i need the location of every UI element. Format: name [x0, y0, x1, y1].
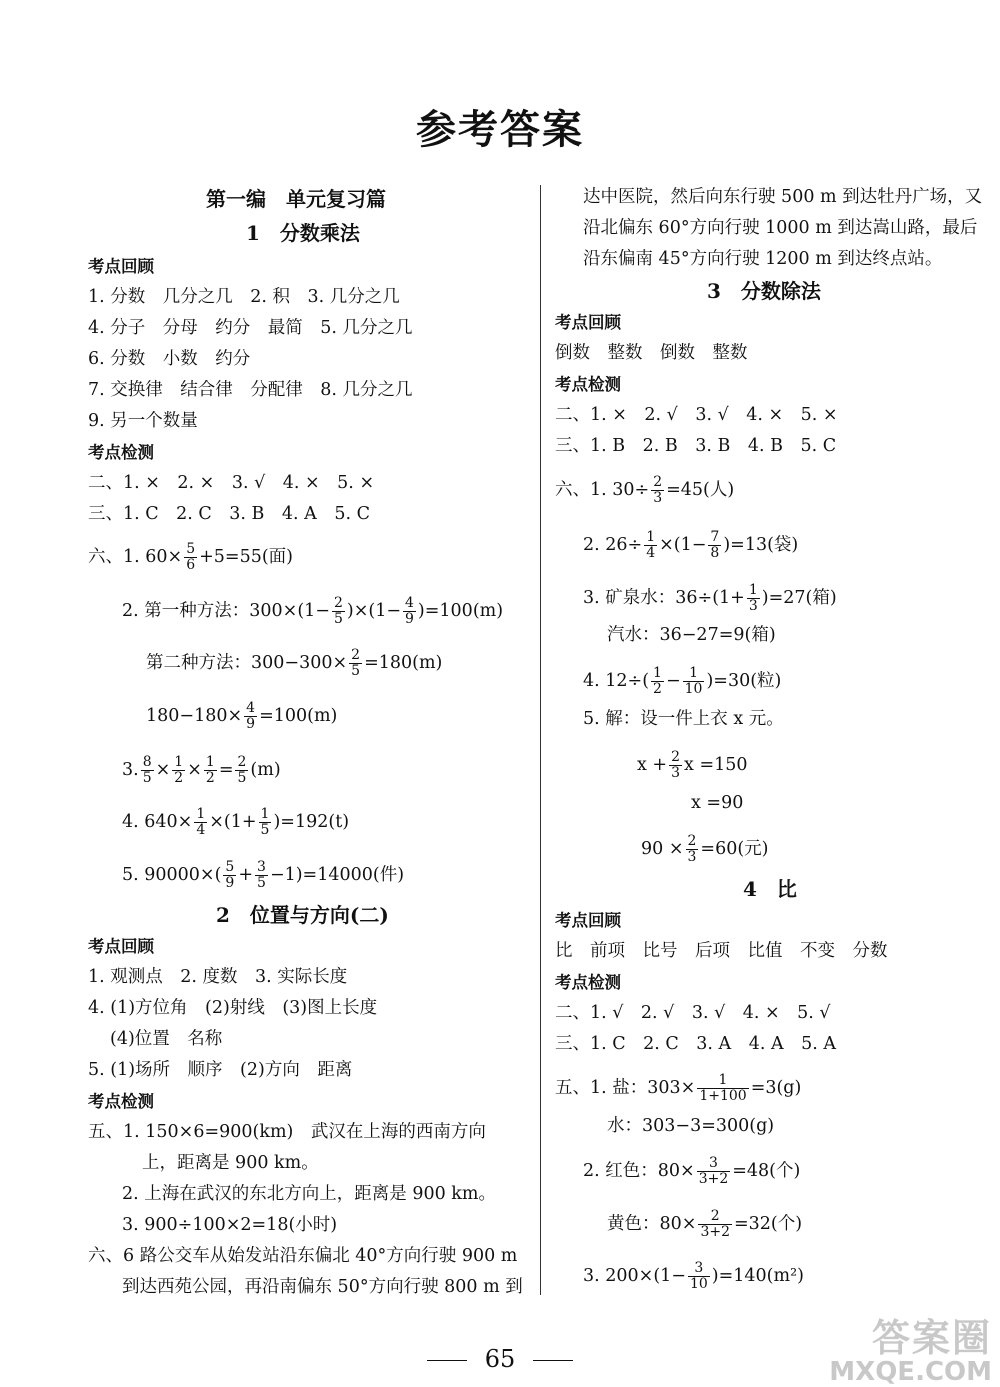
watermark: 答案圈 MXQE.COM [829, 1316, 992, 1387]
answer-line: 达中医院，然后向东行驶 500 m 到达牡丹广场，又 [583, 187, 983, 207]
equation-line: 3. 200×(1− $\frac{3}{10}$ )=140(m²) [583, 1260, 804, 1292]
dash-left [427, 1360, 467, 1361]
fraction: $\frac{1}{3}$ [748, 582, 758, 614]
section-heading-2: 2 位置与方向(二) [216, 903, 389, 927]
equation-line: 90 × $\frac{2}{3}$ =60(元) [641, 833, 769, 865]
equation-line: 六、1. 60× $\frac{5}{6}$ +5=55(面) [88, 541, 294, 573]
fraction: $\frac{3}{5}$ [257, 859, 266, 891]
fraction: $\frac{2}{3}$ [687, 833, 697, 865]
equation-line: 五、1. 盐：303× $\frac{1}{1+100}$ =3(g) [555, 1072, 802, 1104]
fraction: $\frac{1}{4}$ [196, 806, 206, 838]
equation-line: 3. 矿泉水：36÷(1+ $\frac{1}{3}$ )=27(箱) [583, 582, 837, 614]
review-label: 考点回顾 [555, 313, 621, 332]
answer-line: 五、1. 150×6=900(km) 武汉在上海的西南方向 [88, 1122, 486, 1142]
equation-line: 黄色：80× $\frac{2}{3+2}$ =32(个) [607, 1208, 803, 1240]
answer-line: 沿东偏南 45°方向行驶 1200 m 到达终点站。 [583, 249, 943, 269]
answer-line: 沿北偏东 60°方向行驶 1000 m 到达嵩山路，最后 [583, 218, 978, 238]
fraction: $\frac{1}{10}$ [684, 665, 703, 697]
answer-line: 到达西苑公园，再沿南偏东 50°方向行驶 800 m 到 [122, 1277, 523, 1297]
equation-line: 180−180× $\frac{4}{9}$ =100(m) [146, 700, 338, 732]
answer-line: 4. 分子 分母 约分 最简 5. 几分之几 [88, 318, 413, 338]
test-label: 考点检测 [88, 443, 154, 462]
answer-line: 二、1. × 2. × 3. √ 4. × 5. × [88, 473, 375, 493]
fraction: $\frac{2}{3+2}$ [700, 1208, 730, 1240]
answer-line: 4. (1)方位角 (2)射线 (3)图上长度 [88, 998, 378, 1018]
equation-line: 第二种方法：300−300× $\frac{2}{5}$ =180(m) [146, 647, 443, 679]
answer-line: 二、1. √ 2. √ 3. √ 4. × 5. √ [555, 1003, 831, 1023]
fraction: $\frac{3}{3+2}$ [698, 1155, 729, 1187]
part-heading: 第一编 单元复习篇 [206, 187, 386, 211]
answer-line: 5. (1)场所 顺序 (2)方向 距离 [88, 1060, 353, 1080]
fraction: $\frac{7}{8}$ [710, 529, 720, 561]
answer-line: 二、1. × 2. √ 3. √ 4. × 5. × [555, 405, 838, 425]
fraction: $\frac{2}{5}$ [237, 754, 247, 786]
equation-line: x + $\frac{2}{3}$ x =150 [637, 749, 748, 781]
answer-line: 三、1. B 2. B 3. B 4. B 5. C [555, 436, 837, 456]
fraction: $\frac{2}{3}$ [671, 749, 681, 781]
review-label: 考点回顾 [88, 937, 154, 956]
fraction: $\frac{1}{2}$ [174, 754, 184, 786]
test-label: 考点检测 [555, 375, 621, 394]
answer-line: 2. 上海在武汉的东北方向上，距离是 900 km。 [122, 1184, 496, 1204]
fraction: $\frac{8}{5}$ [142, 754, 152, 786]
page-number: 65 [0, 1345, 1000, 1373]
answer-line: 5. 解：设一件上衣 x 元。 [583, 709, 784, 729]
fraction: $\frac{1}{2}$ [205, 754, 215, 786]
answer-line: 3. 900÷100×2=18(小时) [122, 1215, 338, 1235]
answer-line: 倒数 整数 倒数 整数 [555, 343, 748, 363]
equation-line: 5. 90000×( $\frac{5}{9}$ + $\frac{3}{5}$ −1)=14000(件) [122, 859, 405, 891]
fraction: $\frac{4}{9}$ [246, 700, 256, 732]
section-heading-3: 3 分数除法 [707, 279, 821, 303]
answer-line: 1. 观测点 2. 度数 3. 实际长度 [88, 967, 348, 987]
answer-line: 水：303−3=300(g) [607, 1116, 775, 1136]
column-divider [540, 185, 541, 1295]
answer-line: 比 前项 比号 后项 比值 不变 分数 [555, 941, 888, 961]
fraction: $\frac{1}{5}$ [260, 806, 270, 838]
answer-line: 上，距离是 900 km。 [142, 1153, 319, 1173]
test-label: 考点检测 [88, 1092, 154, 1111]
answer-line: 1. 分数 几分之几 2. 积 3. 几分之几 [88, 287, 400, 307]
answer-line: (4)位置 名称 [110, 1029, 223, 1049]
answer-line: 7. 交换律 结合律 分配律 8. 几分之几 [88, 380, 413, 400]
equation-line: 2. 第一种方法：300×(1− $\frac{2}{5}$ )×(1− $\frac{4}{9}$ )=100(m) [122, 595, 504, 627]
answer-line: 三、1. C 2. C 3. B 4. A 5. C [88, 504, 370, 524]
answer-line: 三、1. C 2. C 3. A 4. A 5. A [555, 1034, 836, 1054]
fraction: $\frac{2}{5}$ [351, 647, 361, 679]
fraction: $\frac{5}{6}$ [186, 541, 196, 573]
fraction: $\frac{3}{10}$ [689, 1260, 708, 1292]
page-title: 参考答案 [416, 106, 584, 153]
fraction: $\frac{1}{1+100}$ [699, 1072, 747, 1104]
answer-line: 9. 另一个数量 [88, 411, 198, 431]
answer-line: x =90 [691, 793, 744, 813]
fraction: $\frac{5}{9}$ [225, 859, 235, 891]
fraction: $\frac{1}{4}$ [646, 529, 656, 561]
equation-line: 3. $\frac{8}{5}$ × $\frac{1}{2}$ × $\frac{1}{2}$ = $\frac{2}{5}$ (m) [122, 754, 281, 786]
fraction: $\frac{2}{5}$ [333, 595, 343, 627]
fraction: $\frac{1}{2}$ [653, 665, 662, 697]
review-label: 考点回顾 [555, 911, 621, 930]
section-heading-4: 4 比 [743, 877, 797, 901]
test-label: 考点检测 [555, 973, 621, 992]
answer-line: 6. 分数 小数 约分 [88, 349, 251, 369]
section-heading-1: 1 分数乘法 [246, 221, 360, 245]
fraction: $\frac{4}{9}$ [405, 595, 414, 627]
equation-line: 六、1. 30÷ $\frac{2}{3}$ =45(人) [555, 474, 735, 506]
dash-right [533, 1360, 573, 1361]
equation-line: 4. 640× $\frac{1}{4}$ ×(1+ $\frac{1}{5}$ )=192(t) [122, 806, 350, 838]
review-label: 考点回顾 [88, 257, 154, 276]
equation-line: 2. 红色：80× $\frac{3}{3+2}$ =48(个) [583, 1155, 801, 1187]
answer-line: 汽水：36−27=9(箱) [607, 625, 776, 645]
equation-line: 2. 26÷ $\frac{1}{4}$ ×(1− $\frac{7}{8}$ )=13(袋) [583, 529, 799, 561]
fraction: $\frac{2}{3}$ [653, 474, 663, 506]
answer-line: 六、6 路公交车从始发站沿东偏北 40°方向行驶 900 m [88, 1246, 518, 1266]
equation-line: 4. 12÷( $\frac{1}{2}$ − $\frac{1}{10}$ )=30(粒) [583, 665, 782, 697]
